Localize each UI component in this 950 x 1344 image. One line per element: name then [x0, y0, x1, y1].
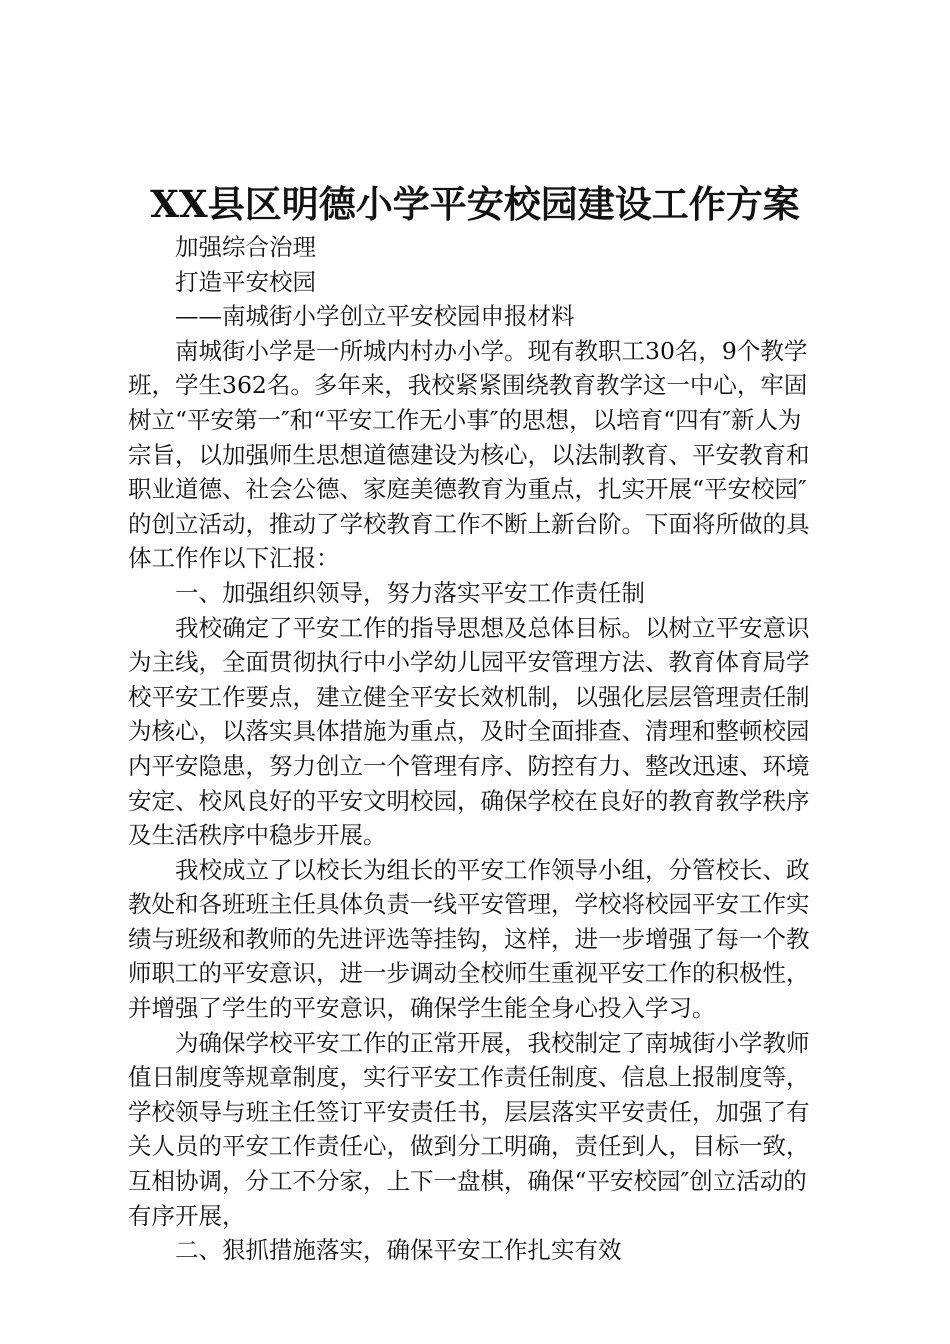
section-heading-2: 二、狠抓措施落实，确保平安工作扎实有效: [175, 1236, 622, 1265]
document-title: XX县区明德小学平安校园建设工作方案: [150, 182, 800, 226]
subtitle-line-1: 加强综合治理: [175, 233, 316, 261]
body-paragraph-2: 我校成立了以校长为组长的平安工作领导小组，分管校长、政教处和各班班主任具体负责一线平安管理，学校将校园平安工作实绩与班级和教师的先进评选等挂钩，这样，进一步增强了每一个教师职工的平安意识，进一步调动全校师生重视平安工作的积极性，并增强了学生的平安意识，确保学生能全身心投入学习。: [128, 855, 810, 1023]
document-body: [128, 230, 824, 1268]
section-heading-1: 一、加强组织领导，努力落实平安工作责任制: [175, 578, 645, 607]
intro-paragraph: 南城街小学是一所城内村办小学。现有教职工30名，9个教学班，学生362名。多年来，我校紧紧围绕教育教学这一中心，牢固树立“平安第一″和“平安工作无小事″的思想，以培育“四有″新人为宗旨，以加强师生思想道德建设为核心，以法制教育、平安教育和职业道德、社会公德、家庭美德教育为重点，扎实开展“平安校园″的创立活动，推动了学校教育工作不断上新台阶。下面将所做的具体工作作以下汇报：: [128, 336, 810, 573]
body-paragraph-3: 为确保学校平安工作的正常开展，我校制定了南城街小学教师值日制度等规章制度，实行平安工作责任制度、信息上报制度等，学校领导与班主任签订平安责任书，层层落实平安责任，加强了有关人员的平安工作责任心，做到分工明确，责任到人，目标一致，互相协调，分工不分家，上下一盘棋，确保“平安校园″创立活动的有序开展，: [128, 1028, 810, 1230]
body-paragraph-1: 我校确定了平安工作的指导思想及总体目标。以树立平安意识为主线，全面贯彻执行中小学幼儿园平安管理方法、教育体育局学校平安工作要点，建立健全平安长效机制，以强化层层管理责任制为核心，以落实具体措施为重点，及时全面排查、清理和整顿校园内平安隐患，努力创立一个管理有序、防控有力、整改迅速、环境安定、校风良好的平安文明校园，确保学校在良好的教育教学秩序及生活秩序中稳步开展。: [128, 613, 810, 850]
subtitle-line-2: 打造平安校园: [175, 267, 316, 296]
subtitle-line-3: ——南城街小学创立平安校园申报材料: [175, 302, 575, 331]
